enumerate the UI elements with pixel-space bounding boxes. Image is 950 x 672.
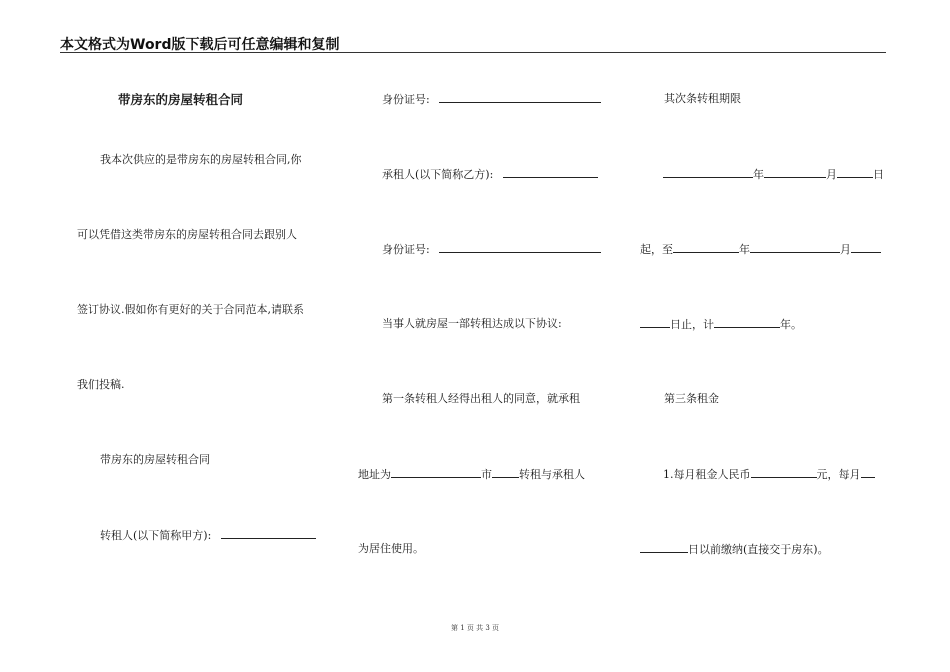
from-label: 起，至 [640, 243, 673, 256]
city-blank [492, 467, 519, 478]
party-a-label: 转租人(以下简称甲方): [100, 529, 212, 542]
end-month-blank [750, 242, 840, 253]
end-day-blank [851, 242, 881, 253]
id-b-label: 身份证号: [382, 243, 430, 256]
intro-line-3: 签订协议.假如你有更好的关于合同范本,请联系 [77, 303, 304, 316]
document-title: 带房东的房屋转租合同 [118, 92, 244, 107]
term-total-line [640, 317, 802, 332]
payment-label: 日以前缴纳(直接交于房东)。 [688, 543, 829, 556]
end-year-label: 年 [739, 243, 750, 256]
start-month-blank [764, 167, 826, 178]
party-b-blank [503, 167, 598, 178]
agreement-line: 当事人就房屋一部转租达成以下协议: [382, 317, 562, 330]
residential-use-line: 为居住使用。 [358, 542, 424, 555]
party-b-line [382, 167, 598, 182]
years-label: 年。 [780, 318, 802, 331]
document-header: 本文格式为Word版下载后可任意编辑和复制 [60, 37, 340, 53]
rent-line [663, 467, 875, 482]
end-month-label: 月 [840, 243, 851, 256]
intro-line-4: 我们投稿. [77, 378, 125, 391]
address-blank [391, 467, 481, 478]
address-line [358, 467, 585, 482]
party-a-blank [221, 528, 316, 539]
rent-day-blank [861, 467, 875, 478]
header-rule [60, 52, 886, 53]
start-day-blank [837, 167, 873, 178]
address-label: 地址为 [358, 468, 391, 481]
start-day-label: 日 [873, 168, 884, 181]
term-day-blank [640, 317, 670, 328]
id-a-label: 身份证号: [382, 93, 430, 106]
id-a-line [382, 92, 601, 107]
contract-subtitle: 带房东的房屋转租合同 [100, 453, 210, 466]
until-label: 日止，计 [670, 318, 714, 331]
payment-line [640, 542, 829, 557]
intro-line-1: 我本次供应的是带房东的房屋转租合同,你 [100, 153, 302, 166]
payment-day-blank [640, 542, 688, 553]
page-number: 第 1 页 共 3 页 [450, 624, 500, 632]
rent-amount-blank [751, 467, 817, 478]
id-b-line [382, 242, 601, 257]
rent-unit-label: 元，每月 [816, 468, 861, 481]
party-b-label: 承租人(以下简称乙方): [382, 168, 494, 181]
start-year-blank [663, 167, 753, 178]
article-3-heading: 第三条租金 [664, 392, 719, 405]
rent-label: 1.每月租金人民币 [663, 468, 751, 481]
article-1-line: 第一条转租人经得出租人的同意，就承租 [382, 392, 580, 405]
party-a-line [100, 528, 316, 543]
city-label: 市 [481, 468, 492, 481]
id-b-blank [439, 242, 601, 253]
article-2-heading: 其次条转租期限 [664, 92, 741, 105]
start-date-line [663, 167, 884, 182]
start-month-label: 月 [826, 168, 837, 181]
term-years-blank [714, 317, 780, 328]
end-date-line [640, 242, 881, 257]
sublet-label: 转租与承租人 [519, 468, 585, 481]
id-a-blank [439, 92, 601, 103]
end-year-blank [673, 242, 739, 253]
intro-line-2: 可以凭借这类带房东的房屋转租合同去跟别人 [77, 228, 297, 241]
start-year-label: 年 [753, 168, 764, 181]
